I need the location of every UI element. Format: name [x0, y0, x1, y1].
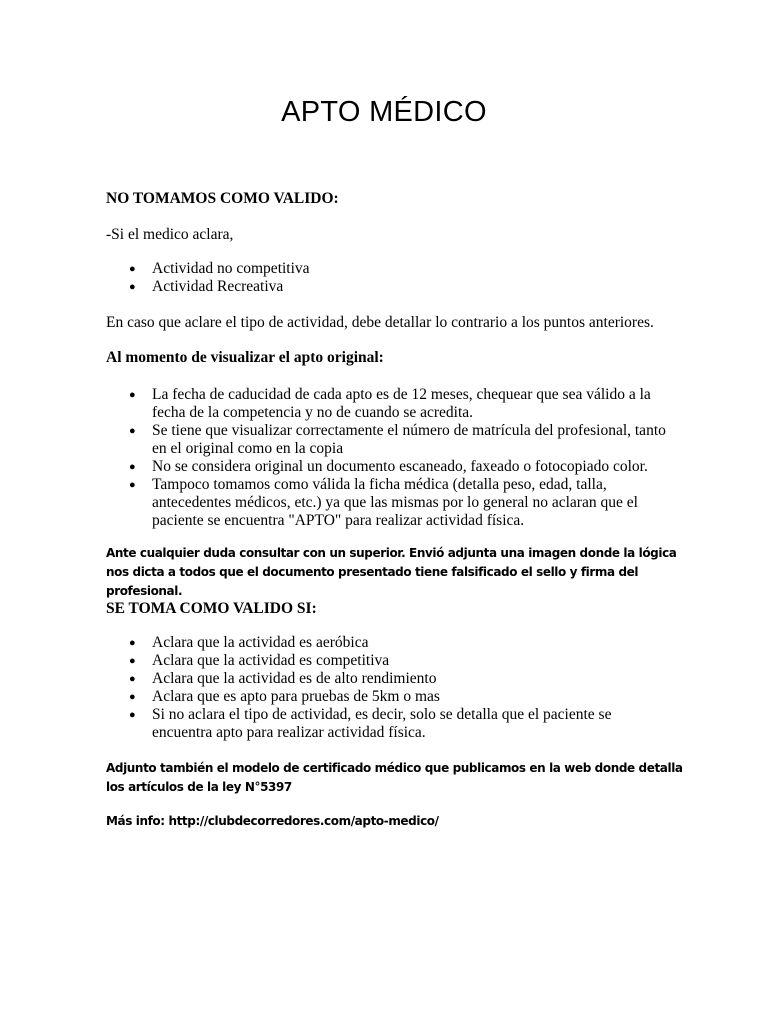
section-heading-valido-si: SE TOMA COMO VALIDO SI: [106, 600, 317, 617]
section-heading-apto-original: Al momento de visualizar el apto original: [106, 349, 384, 366]
bullet-icon: ● [129, 479, 136, 491]
bullet-icon: ● [129, 425, 136, 437]
no-valido-list [106, 260, 666, 296]
more-info-link[interactable]: Más info: http://clubdecorredores.com/apto-medico/ [106, 814, 439, 828]
bullet-icon: ● [129, 655, 136, 667]
list-item: ● Tampoco tomamos como válida la ficha médica (detalla peso, edad, talla, antecedentes médicos, etc.) ya que las mismas por lo general no aclaran que el paciente se encuentra "APTO" para realizar actividad física. [129, 476, 638, 529]
list-item: ● Actividad Recreativa [129, 278, 284, 295]
warning-note: Ante cualquier duda consultar con un superior. Envió adjunta una imagen donde la lógica nos dicta a todos que el documento presentado tiene falsificado el sello y firma del profesional. [106, 546, 677, 598]
section-intro: -Si el medico aclara, [106, 226, 234, 243]
document-title: APTO MÉDICO [281, 96, 487, 128]
valido-si-list [106, 634, 666, 742]
list-item: ● No se considera original un documento escaneado, faxeado o fotocopiado color. [129, 458, 648, 475]
bullet-icon: ● [129, 709, 136, 721]
list-item: ● Aclara que la actividad es competitiva [129, 652, 390, 669]
list-item: ● Aclara que la actividad es aeróbica [129, 634, 369, 651]
list-item: ● Actividad no competitiva [129, 260, 310, 277]
bullet-icon: ● [129, 691, 136, 703]
bullet-icon: ● [129, 389, 136, 401]
bullet-icon: ● [129, 263, 136, 275]
attachment-note: Adjunto también el modelo de certificado médico que publicamos en la web donde detalla los artículos de la ley N°5397 [106, 761, 683, 794]
list-item: ● Si no aclara el tipo de actividad, es decir, solo se detalla que el paciente se encuentra apto para realizar actividad física. [129, 706, 612, 741]
bullet-icon: ● [129, 637, 136, 649]
bullet-icon: ● [129, 673, 136, 685]
bullet-icon: ● [129, 281, 136, 293]
section-heading-no-valido: NO TOMAMOS COMO VALIDO: [106, 190, 339, 207]
list-item: ● Aclara que es apto para pruebas de 5km o mas [129, 688, 440, 705]
list-item: ● La fecha de caducidad de cada apto es de 12 meses, chequear que sea válido a la fecha de la competencia y no de cuando se acredita. [129, 386, 651, 421]
bullet-icon: ● [129, 461, 136, 473]
list-item: ● Aclara que la actividad es de alto rendimiento [129, 670, 437, 687]
list-item: ● Se tiene que visualizar correctamente el número de matrícula del profesional, tanto en el original como en la copia [129, 422, 666, 457]
apto-original-list [106, 386, 666, 530]
section-note: En caso que aclare el tipo de actividad, debe detallar lo contrario a los puntos anteriores. [106, 314, 654, 331]
